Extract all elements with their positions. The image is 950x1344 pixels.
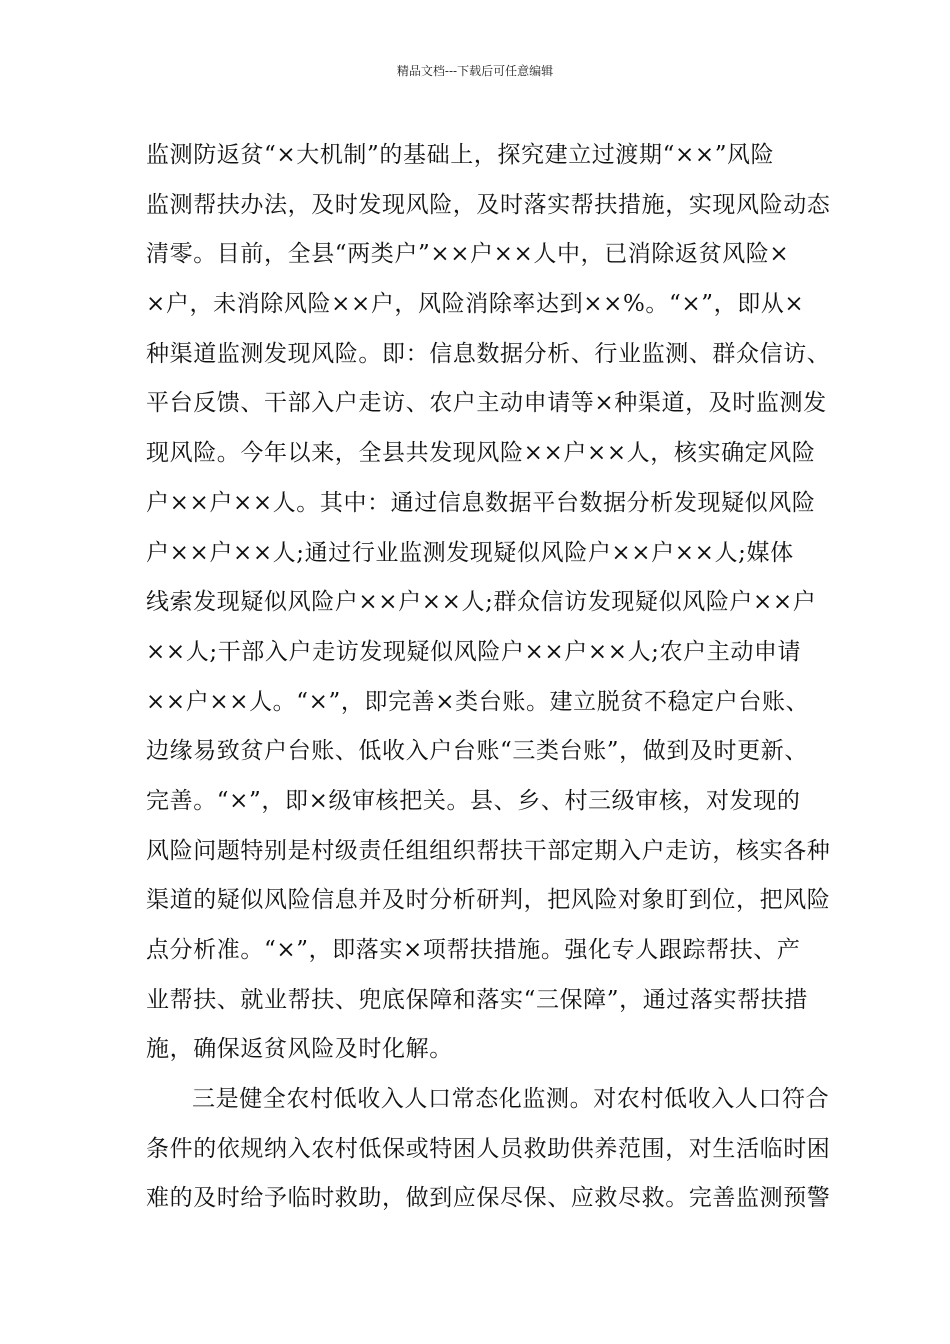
paragraph-line: 平台反馈、干部入户走访、农户主动申请等×种渠道，及时监测发 bbox=[146, 390, 827, 417]
paragraph-line: 线索发现疑似风险户××户××人;群众信访发现疑似风险户××户 bbox=[146, 589, 817, 616]
paragraph-line: 户××户××人;通过行业监测发现疑似风险户××户××人;媒体 bbox=[146, 539, 794, 566]
paragraph-line: 难的及时给予临时救助，做到应保尽保、应救尽救。完善监测预警 bbox=[146, 1185, 831, 1212]
paragraph-line: 现风险。今年以来，全县共发现风险××户××人，核实确定风险 bbox=[146, 440, 816, 467]
paragraph-line: 边缘易致贫户台账、低收入户台账“三类台账”，做到及时更新、 bbox=[146, 738, 808, 765]
body-text bbox=[146, 131, 846, 1224]
paragraph-line: 条件的依规纳入农村低保或特困人员救助供养范围，对生活临时困 bbox=[146, 1135, 831, 1162]
paragraph-line: ××人;干部入户走访发现疑似风险户××户××人;农户主动申请 bbox=[146, 638, 802, 665]
paragraph-line: 业帮扶、就业帮扶、兜底保障和落实“三保障”，通过落实帮扶措 bbox=[146, 986, 808, 1013]
paragraph-line: 施，确保返贫风险及时化解。 bbox=[146, 1036, 453, 1063]
paragraph-line: 户××户××人。其中：通过信息数据平台数据分析发现疑似风险 bbox=[146, 489, 816, 516]
paragraph-line: 监测防返贫“×大机制”的基础上，探究建立过渡期“××”风险 bbox=[146, 142, 775, 168]
paragraph-line: 种渠道监测发现风险。即：信息数据分析、行业监测、群众信访、 bbox=[146, 340, 831, 367]
paragraph-line: 监测帮扶办法，及时发现风险，及时落实帮扶措施，实现风险动态 bbox=[146, 191, 831, 218]
paragraph-line: 风险问题特别是村级责任组组织帮扶干部定期入户走访，核实各种 bbox=[146, 837, 831, 864]
paragraph-line: ××户××人。“×”，即完善×类台账。建立脱贫不稳定户台账、 bbox=[146, 688, 810, 715]
paragraph-line: ×户，未消除风险××户，风险消除率达到××%。“×”，即从× bbox=[146, 291, 805, 318]
paragraph-line: 点分析准。“×”，即落实×项帮扶措施。强化专人跟踪帮扶、产 bbox=[146, 937, 801, 963]
paragraph-line: 渠道的疑似风险信息并及时分析研判，把风险对象盯到位，把风险 bbox=[146, 887, 831, 914]
paragraph-line: 完善。“×”，即×级审核把关。县、乡、村三级审核，对发现的 bbox=[146, 787, 801, 814]
paragraph-line: 三是健全农村低收入人口常态化监测。对农村低收入人口符合 bbox=[192, 1086, 830, 1113]
page-header: 精品文档---下载后可任意编辑 bbox=[396, 64, 554, 78]
paragraph-line: 清零。目前，全县“两类户”××户××人中，已消除返贫风险× bbox=[146, 241, 790, 268]
